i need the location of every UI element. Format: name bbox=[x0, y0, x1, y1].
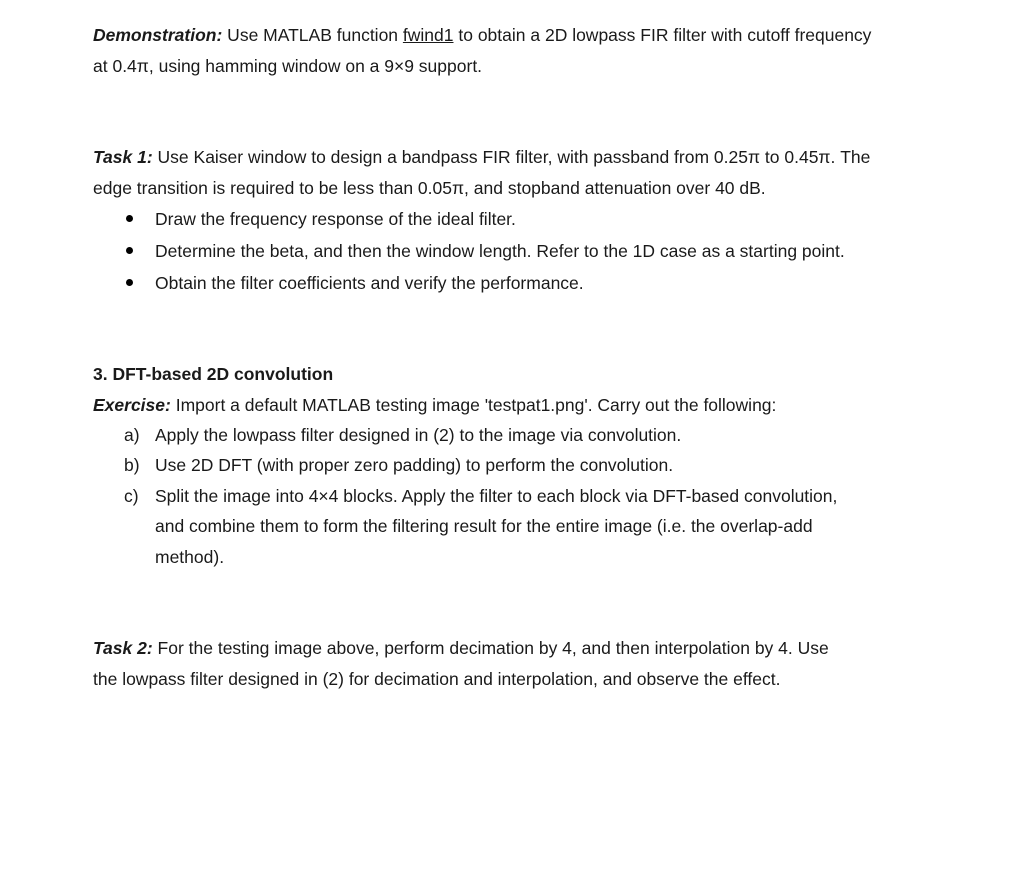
task1-text: Use Kaiser window to design a bandpass FIR filter, with passband from 0.25π to 0.45π. The bbox=[152, 147, 871, 167]
exercise-paragraph bbox=[93, 394, 776, 416]
exercise-item-line-2: and combine them to form the filtering result for the entire image (i.e. the overlap-add bbox=[155, 516, 813, 536]
section-3-heading: 3. DFT-based 2D convolution bbox=[93, 364, 334, 384]
task1-bullet-item: Draw the frequency response of the ideal filter. bbox=[155, 209, 516, 229]
bullet-dot bbox=[126, 279, 133, 286]
task1-bullet-item: Determine the beta, and then the window length. Refer to the 1D case as a starting point. bbox=[155, 241, 845, 261]
task1-label: Task 1: bbox=[93, 147, 153, 167]
demonstration-text-after-link: to obtain a 2D lowpass FIR filter with cutoff frequency bbox=[453, 25, 872, 45]
demonstration-label: Demonstration: bbox=[93, 25, 223, 45]
task2-label: Task 2: bbox=[93, 638, 153, 658]
exercise-text: Import a default MATLAB testing image 'testpat1.png'. Carry out the following: bbox=[170, 395, 777, 415]
list-marker: b) bbox=[124, 455, 140, 475]
exercise-item: Use 2D DFT (with proper zero padding) to perform the convolution. bbox=[155, 455, 674, 475]
task2-text: For the testing image above, perform decimation by 4, and then interpolation by 4. Use bbox=[152, 638, 829, 658]
exercise-label: Exercise: bbox=[93, 395, 171, 415]
list-marker: a) bbox=[124, 425, 140, 445]
demonstration-paragraph-line-1 bbox=[93, 24, 871, 46]
demonstration-text: Use MATLAB function bbox=[222, 25, 403, 45]
exercise-item: Apply the lowpass filter designed in (2) to the image via convolution. bbox=[155, 425, 682, 445]
list-marker: c) bbox=[124, 486, 139, 506]
task1-paragraph-line-2: edge transition is required to be less than 0.05π, and stopband attenuation over 40 dB. bbox=[93, 178, 766, 198]
task2-paragraph-line-2: the lowpass filter designed in (2) for decimation and interpolation, and observe the effect. bbox=[93, 669, 781, 689]
exercise-item-line-1: Split the image into 4×4 blocks. Apply the filter to each block via DFT-based convolution, bbox=[155, 486, 838, 506]
task1-paragraph-line-1 bbox=[93, 146, 870, 168]
bullet-dot bbox=[126, 247, 133, 254]
task2-paragraph-line-1 bbox=[93, 637, 829, 659]
fwind1-link[interactable]: fwind1 bbox=[402, 25, 454, 45]
demonstration-paragraph-line-2: at 0.4π, using hamming window on a 9×9 support. bbox=[93, 56, 483, 76]
task1-bullet-item: Obtain the filter coefficients and verify the performance. bbox=[155, 273, 584, 293]
bullet-dot bbox=[126, 215, 133, 222]
exercise-item-line-3: method). bbox=[155, 547, 225, 567]
